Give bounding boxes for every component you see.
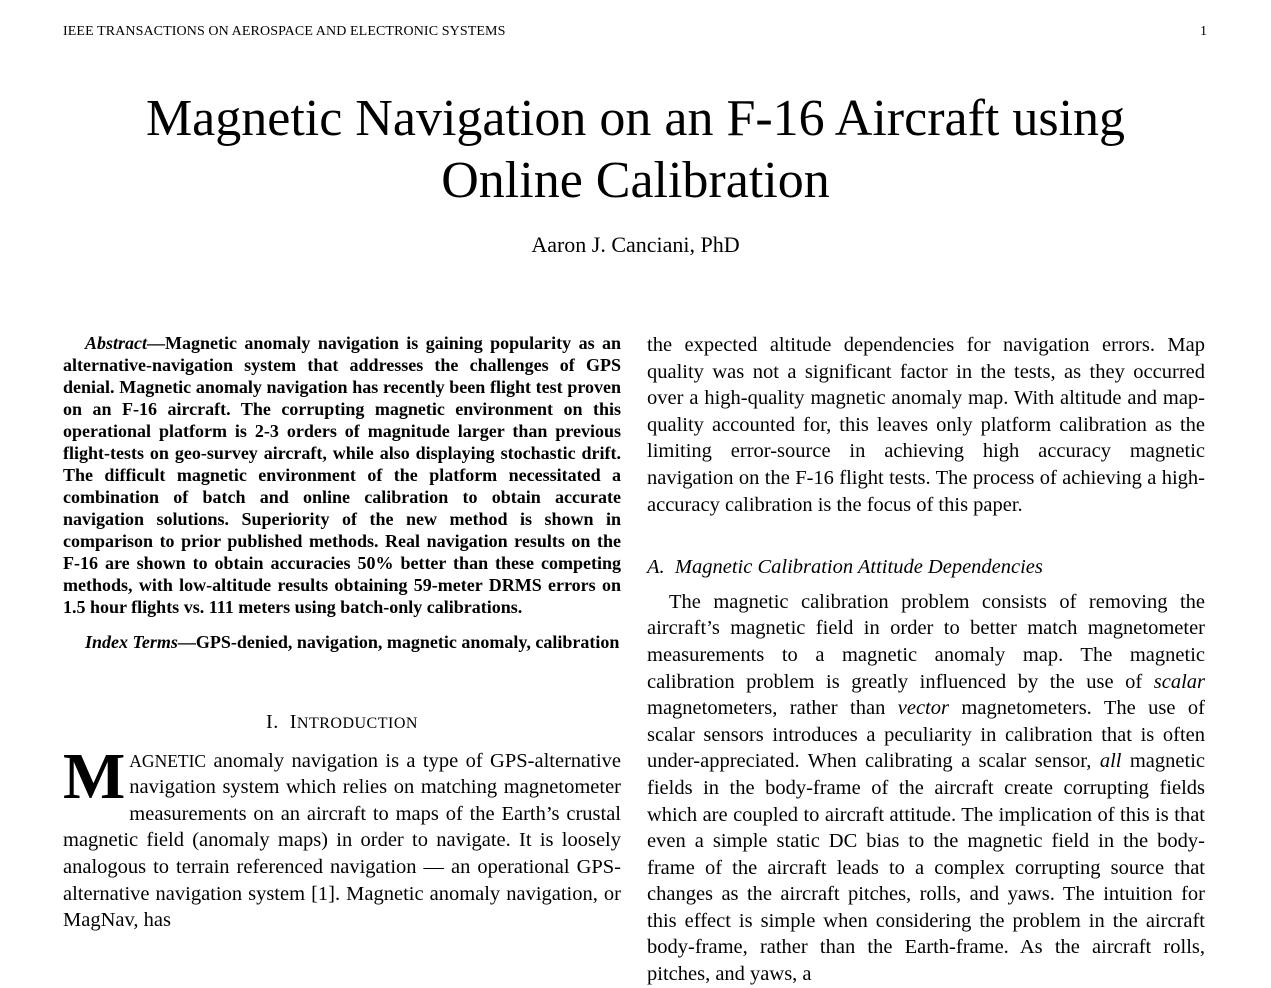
abstract-dash: — <box>147 333 166 353</box>
introduction-paragraph <box>63 739 621 934</box>
author-name: Aaron J. Canciani, PhD <box>531 232 740 257</box>
para-emphasis-vector: vector <box>897 697 949 720</box>
paper-title <box>0 88 1271 212</box>
running-head: IEEE TRANSACTIONS ON AEROSPACE AND ELECTRONIC SYSTEMS <box>63 24 506 39</box>
subsection-title: Magnetic Calibration Attitude Dependencies <box>674 556 1043 579</box>
introduction-text: anomaly navigation is a type of GPS-alternative navigation system which relies on matching magnetometer measurements on an aircraft to maps of the Earth’s crustal magnetic field (anomaly maps) in order to navigate. It is loosely analogous to terrain referenced navigation — an operational GPS-alternative navigation system [1]. Magnetic anomaly navigation, or MagNav, has <box>63 749 621 932</box>
title-line-1: Magnetic Navigation on an F-16 Aircraft using <box>145 90 1126 147</box>
left-column <box>63 332 621 934</box>
abstract-text: Magnetic anomaly navigation is gaining popularity as an alternative-navigation system that addresses the challenges of GPS denial. Magnetic anomaly navigation has recently been flight test proven on an F-16 aircraft. The corrupting magnetic environment on this operational platform is 2-3 orders of magnitude larger than previous flight-tests on geo-survey aircraft, while also displaying stochastic drift. The difficult magnetic environment of the platform necessitated a combination of batch and online calibration to obtain accurate navigation solutions. Superiority of the new method is shown in comparison to prior published methods. Real navigation results on the F-16 are shown to obtain accuracies 50% better than these competing methods, with low-altitude results obtaining 59-meter DRMS errors on 1.5 hour flights vs. 111 meters using batch-only calibrations. <box>63 333 621 617</box>
calibration-paragraph <box>647 589 1205 988</box>
lead-word: AGNETIC <box>129 750 207 771</box>
para-text-3: magnetometers. The use of scalar sensors introduces a peculiarity in calibration that is often under-appreciated. When calibrating a scalar sensor, <box>647 697 1206 773</box>
index-terms-text: GPS-denied, navigation, magnetic anomaly, calibration <box>195 632 620 652</box>
index-terms-dash: — <box>177 632 196 652</box>
right-column <box>647 332 1205 988</box>
para-text-1: The magnetic calibration problem consists of removing the aircraft’s magnetic field in order to better match magnetometer measurements to a magnetic anomaly map. The magnetic calibration problem is greatly influenced by the use of <box>647 590 1205 693</box>
section-heading-rest: NTRODUCTION <box>296 715 418 732</box>
index-terms-label: Index Terms <box>85 632 178 652</box>
drop-cap: M <box>63 739 126 813</box>
continued-paragraph: the expected altitude dependencies for navigation errors. Map quality was not a significant factor in the tests, as they occurred over a high-quality magnetic anomaly map. With altitude and map-quality accounted for, this leaves only platform calibration as the limiting error-source in achieving high accuracy magnetic navigation on the F-16 flight tests. The process of achieving a high-accuracy calibration is the focus of this paper. <box>647 334 1205 516</box>
para-text-4: magnetic fields in the body-frame of the aircraft create corrupting fields which are coupled to aircraft attitude. The implication of this is that even a simple static DC bias to the magnetic field in the body-frame of the aircraft leads to a complex corrupting source that changes as the aircraft pitches, rolls, and yaws. The intuition for this effect is simple when considering the problem in the aircraft body-frame, rather than the Earth-frame. As the aircraft rolls, pitches, and yaws, a <box>647 750 1205 986</box>
section-heading-initial: I <box>289 711 297 733</box>
abstract-label: Abstract <box>85 333 148 353</box>
subsection-heading <box>647 554 1205 581</box>
para-emphasis-scalar: scalar <box>1153 670 1205 693</box>
title-line-2: Online Calibration <box>441 152 830 209</box>
para-text-2: magnetometers, rather than <box>647 697 898 720</box>
index-terms <box>63 631 621 653</box>
para-emphasis-all: all <box>1099 750 1122 773</box>
page-number: 1 <box>1200 24 1207 39</box>
abstract <box>63 332 621 618</box>
section-numeral: I. <box>266 711 279 733</box>
section-heading-introduction <box>63 709 621 738</box>
subsection-label: A. <box>647 556 665 579</box>
